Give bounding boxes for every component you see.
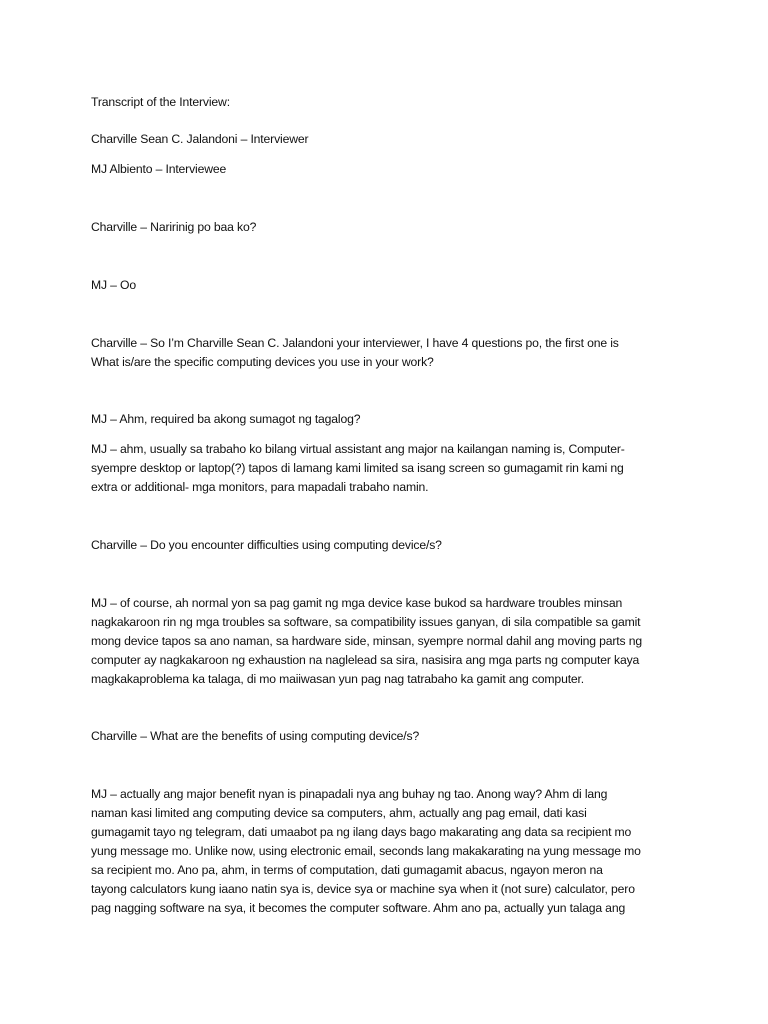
paragraph-line: magkakaproblema ka talaga, di mo maiiwasan yun pag nag tatrabaho ka gamit ang computer. bbox=[91, 672, 585, 686]
paragraph-line: Charville – Naririnig po baa ko? bbox=[91, 220, 257, 234]
paragraph-line: nagkakaroon rin ng mga troubles sa software, sa compatibility issues ganyan, di sila compatible sa gamit bbox=[91, 615, 641, 629]
interviewee-line: MJ Albiento – Interviewee bbox=[91, 162, 227, 176]
paragraph-line: MJ – Ahm, required ba akong sumagot ng tagalog? bbox=[91, 412, 361, 426]
paragraph-line: MJ – Oo bbox=[91, 278, 137, 292]
paragraph-line: Charville – So I’m Charville Sean C. Jalandoni your interviewer, I have 4 questions po, the first one is bbox=[91, 336, 619, 350]
paragraph-line: mong device tapos sa ano naman, sa hardware side, minsan, syempre normal dahil ang moving parts ng bbox=[91, 634, 642, 648]
paragraph-line: MJ – actually ang major benefit nyan is pinapadali nya ang buhay ng tao. Anong way? Ahm di lang bbox=[91, 787, 608, 801]
paragraph-line: Charville – What are the benefits of using computing device/s? bbox=[91, 729, 420, 743]
paragraph-line: yung message mo. Unlike now, using electronic email, seconds lang makakarating na yung message mo bbox=[91, 844, 641, 858]
paragraph-line: pag nagging software na sya, it becomes the computer software. Ahm ano pa, actually yun talaga ang bbox=[91, 901, 626, 915]
paragraph-line: MJ – ahm, usually sa trabaho ko bilang virtual assistant ang major na kailangan naming is, Computer- bbox=[91, 442, 625, 456]
paragraph-line: naman kasi limited ang computing device sa computers, ahm, actually ang pag email, dati kasi bbox=[91, 806, 587, 820]
paragraph-line: computer ay nagkakaroon ng exhaustion na naglelead sa sira, nasisira ang mga parts ng computer kaya bbox=[91, 653, 640, 667]
transcript-title: Transcript of the Interview: bbox=[91, 95, 230, 109]
paragraph-line: sa recipient mo. Ano pa, ahm, in terms of computation, dati gumagamit abacus, ngayon meron na bbox=[91, 863, 603, 877]
paragraph-line: What is/are the specific computing devices you use in your work? bbox=[91, 355, 434, 369]
interviewer-line: Charville Sean C. Jalandoni – Interviewer bbox=[91, 132, 309, 146]
paragraph-line: extra or additional- mga monitors, para mapadali trabaho namin. bbox=[91, 480, 429, 494]
paragraph-line: syempre desktop or laptop(?) tapos di lamang kami limited sa isang screen so gumagamit rin kami ng bbox=[91, 461, 624, 475]
paragraph-line: gumagamit tayo ng telegram, dati umaabot pa ng ilang days bago makarating ang data sa recipient mo bbox=[91, 825, 632, 839]
paragraph-line: Charville – Do you encounter difficulties using computing device/s? bbox=[91, 538, 442, 552]
paragraph-line: MJ – of course, ah normal yon sa pag gamit ng mga device kase bukod sa hardware troubles minsan bbox=[91, 596, 623, 610]
paragraph-line: tayong calculators kung iaano natin sya is, device sya or machine sya when it (not sure) calculator, pero bbox=[91, 882, 635, 896]
